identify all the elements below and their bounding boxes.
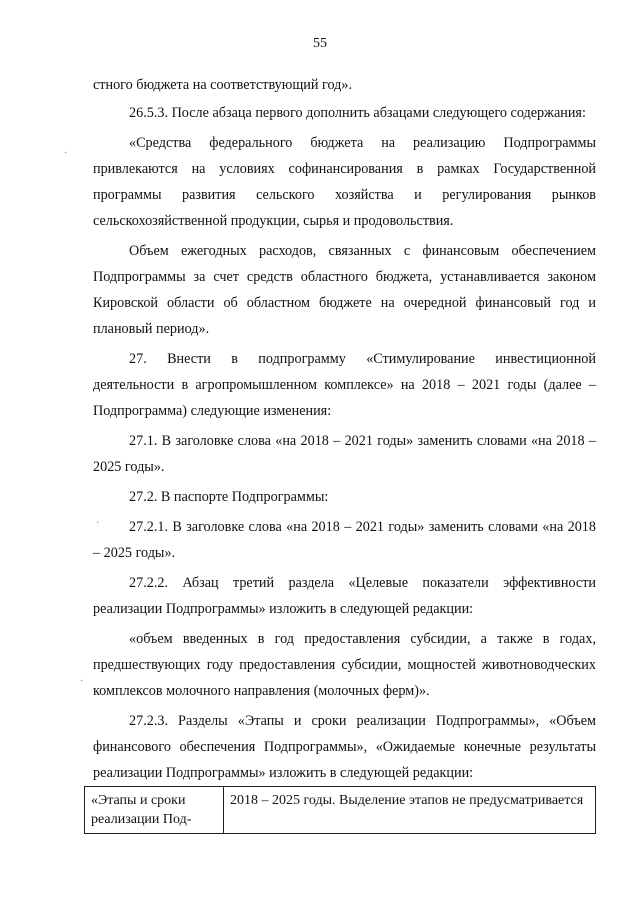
page-number: 55: [313, 36, 327, 51]
paragraph-27-2-1: 27.2.1. В заголовке слова «на 2018 – 2021 годы» заменить словами «на 2018 – 2025 годы».: [93, 519, 596, 561]
paragraph-annual-expenses: Объем ежегодных расходов, связанных с финансовым обеспечением Подпрограммы за счет средств областного бюджета, устанавливается законом Кировской области об областном бюджете на очередной финансовый год и плановый период».: [93, 243, 596, 337]
scan-speck: ·: [64, 148, 68, 159]
table-cell-value: 2018 – 2025 годы. Выделение этапов не предусматривается: [224, 787, 596, 834]
paragraph-27-2: 27.2. В паспорте Подпрограммы:: [129, 489, 329, 505]
table-cell-label: «Этапы и сроки реализации Под-: [85, 787, 224, 834]
paragraph-quote-volume: «объем введенных в год предоставления субсидии, а также в годах, предшествующих году предоставления субсидии, мощностей животноводческих комплексов молочного направления (молочных ферм)».: [93, 631, 596, 699]
paragraph-quote-federal-budget: «Средства федерального бюджета на реализацию Подпрограммы привлекаются на условиях софинансирования в рамках Государственной программы развития сельского хозяйства и регулирования рынков сельскохозяйственной продукции, сырья и продовольствия.: [93, 135, 596, 229]
passport-table: [84, 786, 596, 834]
paragraph-27-2-2: 27.2.2. Абзац третий раздела «Целевые показатели эффективности реализации Подпрограммы» изложить в следующей редакции:: [93, 575, 596, 617]
scan-speck: ·: [80, 676, 84, 687]
document-body: [93, 72, 596, 786]
paragraph-26-5-3: 26.5.3. После абзаца первого дополнить абзацами следующего содержания:: [129, 105, 586, 121]
paragraph-continuation: стного бюджета на соответствующий год».: [93, 77, 353, 93]
scan-speck: ·: [96, 518, 100, 529]
paragraph-27: 27. Внести в подпрограмму «Стимулирование инвестиционной деятельности в агропромышленном комплексе» на 2018 – 2021 годы (далее – Подпрограмма) следующие изменения:: [93, 351, 596, 419]
paragraph-27-1: 27.1. В заголовке слова «на 2018 – 2021 годы» заменить словами «на 2018 – 2025 годы».: [93, 433, 596, 475]
table-row: [85, 787, 596, 834]
paragraph-27-2-3: 27.2.3. Разделы «Этапы и сроки реализации Подпрограммы», «Объем финансового обеспечения Подпрограммы», «Ожидаемые конечные результаты реализации Подпрограммы» изложить в следующей редакции:: [93, 713, 596, 781]
